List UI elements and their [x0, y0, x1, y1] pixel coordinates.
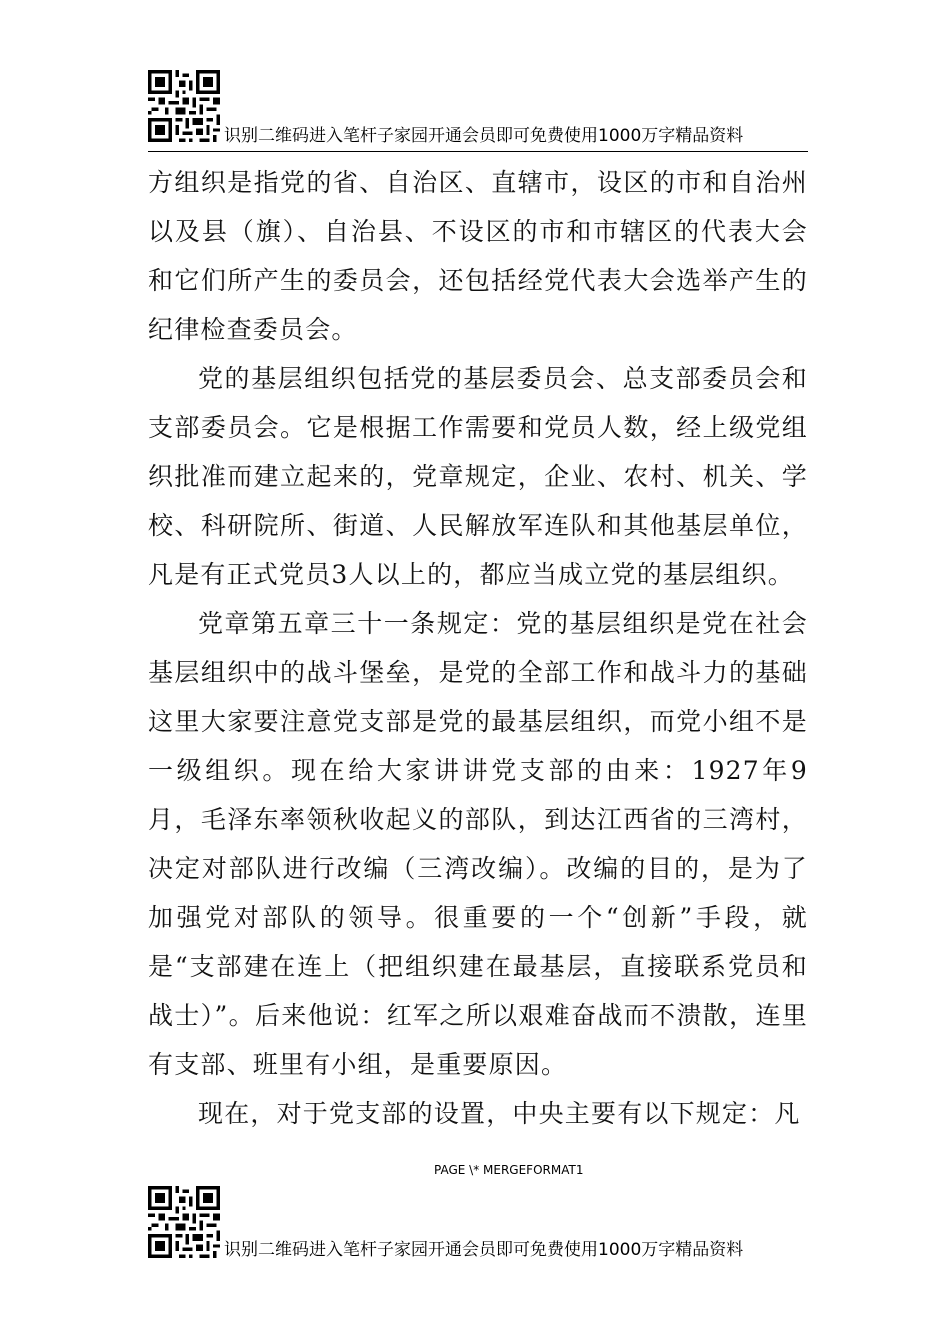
- paragraph: 党的基层组织包括党的基层委员会、总支部委员会和支部委员会。它是根据工作需要和党员人数，经上级党组织批准而建立起来的，党章规定，企业、农村、机关、学校、科研院所、街道、人民解放军连队和其他基层单位，凡是有正式党员3人以上的，都应当成立党的基层组织。: [148, 364, 808, 589]
- paragraph: 党章第五章三十一条规定：党的基层组织是党在社会基层组织中的战斗堡垒，是党的全部工作和战斗力的基础这里大家要注意党支部是党的最基层组织，而党小组不是一级组织。现在给大家讲讲党支部的由来：1927年9月，毛泽东率领秋收起义的部队，到达江西省的三湾村，决定对部队进行改编（三湾改编）。改编的目的，是为了加强党对部队的领导。很重要的一个“创新”手段，就是“支部建在连上（把组织建在最基层，直接联系党员和战士）”。后来他说：红军之所以艰难奋战而不溃散，连里有支部、班里有小组，是重要原因。: [148, 609, 808, 1079]
- document-body: [148, 158, 808, 1138]
- qr-code-icon[interactable]: [148, 70, 220, 142]
- page-footer: [148, 1186, 808, 1266]
- header-promo-text: 识别二维码进入笔杆子家园开通会员即可免费使用1000万字精品资料: [224, 126, 744, 146]
- qr-code-graphic: [148, 1186, 220, 1258]
- footer-promo-text: 识别二维码进入笔杆子家园开通会员即可免费使用1000万字精品资料: [224, 1240, 744, 1260]
- paragraph: 现在，对于党支部的设置，中央主要有以下规定：凡: [198, 1099, 801, 1128]
- page-header: [148, 70, 808, 154]
- header-rule: [148, 151, 808, 152]
- qr-code-icon[interactable]: [148, 1186, 220, 1258]
- page-number-field: PAGE \* MERGEFORMAT1: [434, 1163, 584, 1177]
- qr-code-graphic: [148, 70, 220, 142]
- paragraph: 方组织是指党的省、自治区、直辖市，设区的市和自治州以及县（旗）、自治县、不设区的市和市辖区的代表大会和它们所产生的委员会，还包括经党代表大会选举产生的纪律检查委员会。: [148, 168, 808, 344]
